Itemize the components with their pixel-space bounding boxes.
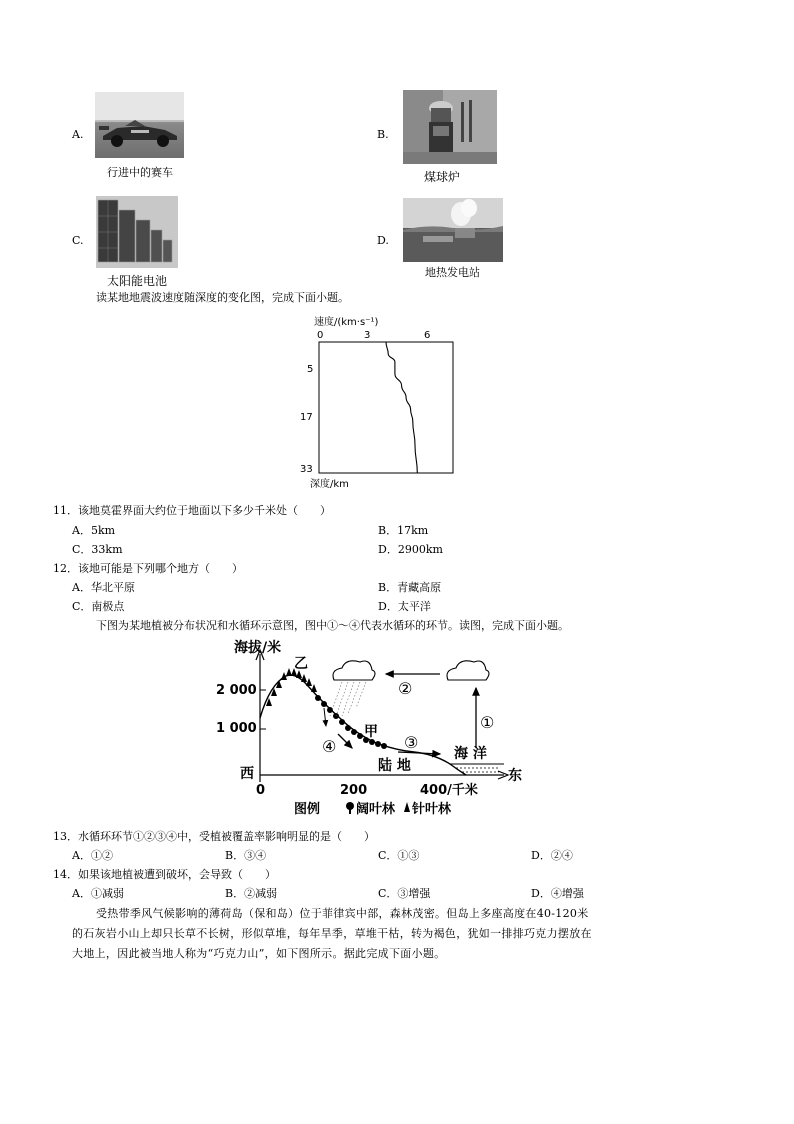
broadleaf-tree-icon bbox=[346, 802, 354, 810]
passage-line-1: 受热带季风气候影响的薄荷岛（保和岛）位于菲律宾中部，森林茂密。但岛上多座高度在40-120米 bbox=[96, 907, 589, 920]
caption-race-car: 行进中的赛车 bbox=[107, 166, 173, 179]
depth-axis-label: 深度/km bbox=[310, 479, 349, 490]
q11-option-d[interactable]: D．2900km bbox=[378, 543, 443, 556]
x-tick-label: 6 bbox=[424, 330, 431, 341]
conifer-tree-icon bbox=[404, 802, 410, 812]
race-car-photo bbox=[95, 92, 184, 158]
passage-line-2: 的石灰岩小山上却只长草不长树，形似草堆，每年旱季，草堆干枯，转为褐色，犹如一排排巧克力摆放在 bbox=[72, 927, 592, 940]
q12-option-a[interactable]: A．华北平原 bbox=[72, 581, 135, 594]
q12-option-d[interactable]: D．太平洋 bbox=[378, 600, 431, 613]
intro-seismic: 读某地地震波速度随深度的变化图，完成下面小题。 bbox=[96, 291, 349, 304]
question-11-stem: 11．该地莫霍界面大约位于地面以下多少千米处（ ） bbox=[53, 504, 331, 517]
y-tick-label: 17 bbox=[300, 412, 313, 423]
velocity-axis-label: 速度/(km·s⁻¹) bbox=[314, 317, 379, 328]
question-13-stem: 13．水循环环节①②③④中，受植被覆盖率影响明显的是（ ） bbox=[53, 830, 375, 843]
legend-broadleaf: 阔叶林 bbox=[356, 802, 396, 817]
q13-option-d[interactable]: D．②④ bbox=[531, 849, 573, 862]
terrain-profile bbox=[260, 675, 466, 775]
question-14-stem: 14．如果该地植被遭到破坏，会导致（ ） bbox=[53, 868, 276, 881]
q11-option-a[interactable]: A．5km bbox=[72, 524, 116, 537]
x-tick-0: 0 bbox=[256, 783, 266, 798]
q14-option-a[interactable]: A．①减弱 bbox=[72, 887, 124, 900]
label-2: ② bbox=[398, 679, 413, 698]
q13-option-a[interactable]: A．①② bbox=[72, 849, 113, 862]
q12-option-b[interactable]: B．青藏高原 bbox=[378, 581, 442, 594]
geothermal-plant-photo bbox=[403, 198, 503, 262]
coal-stove-photo bbox=[403, 90, 497, 164]
y-tick-2000: 2 000 bbox=[216, 683, 257, 698]
arrow-4-infiltration bbox=[338, 734, 352, 748]
q14-option-d[interactable]: D．④增强 bbox=[531, 887, 584, 900]
precipitation-lines bbox=[330, 682, 366, 716]
velocity-depth-curve bbox=[386, 342, 417, 473]
legend-conifer: 针叶林 bbox=[412, 802, 452, 817]
altitude-axis-label: 海拔/米 bbox=[234, 640, 282, 656]
caption-coal-stove: 煤球炉 bbox=[424, 170, 461, 184]
q11-option-b[interactable]: B．17km bbox=[378, 524, 429, 537]
cloud-icon bbox=[447, 661, 489, 680]
solar-cell-photo bbox=[96, 196, 178, 268]
legend-title: 图例 bbox=[294, 802, 321, 817]
option-letter-c: C. bbox=[72, 234, 84, 247]
cloud-icon bbox=[333, 661, 375, 680]
label-yi: 乙 bbox=[294, 656, 308, 672]
option-letter-b: B. bbox=[377, 128, 389, 141]
label-jia: 甲 bbox=[364, 724, 378, 740]
x-tick-label: 0 bbox=[317, 330, 324, 341]
label-3: ③ bbox=[404, 733, 419, 752]
intro-water-cycle: 下图为某地植被分布状况和水循环示意图，图中①～④代表水循环的环节。读图，完成下面小题。 bbox=[96, 619, 569, 632]
label-ocean: 海 洋 bbox=[454, 746, 487, 762]
q13-option-c[interactable]: C．①③ bbox=[378, 849, 420, 862]
option-letter-d: D. bbox=[377, 234, 389, 247]
sea-hatching bbox=[456, 768, 499, 772]
plot-frame bbox=[319, 342, 453, 473]
q14-option-b[interactable]: B．②减弱 bbox=[225, 887, 278, 900]
caption-solar-cell: 太阳能电池 bbox=[107, 274, 168, 288]
q12-option-c[interactable]: C．南极点 bbox=[72, 600, 125, 613]
y-tick-label: 5 bbox=[307, 364, 314, 375]
passage-line-3: 大地上，因此被当地人称为“巧克力山”，如下图所示。据此完成下面小题。 bbox=[72, 947, 446, 960]
y-tick-label: 33 bbox=[300, 464, 313, 475]
q13-option-b[interactable]: B．③④ bbox=[225, 849, 267, 862]
water-cycle-diagram bbox=[214, 636, 524, 818]
west-label: 西 bbox=[240, 766, 254, 782]
question-12-stem: 12．该地可能是下列哪个地方（ ） bbox=[53, 562, 243, 575]
label-1: ① bbox=[480, 713, 495, 732]
label-4: ④ bbox=[322, 737, 337, 756]
y-tick-1000: 1 000 bbox=[216, 721, 257, 736]
label-land: 陆 地 bbox=[378, 758, 411, 774]
x-tick-200: 200 bbox=[340, 783, 368, 798]
east-label: 东 bbox=[508, 768, 522, 784]
q11-option-c[interactable]: C．33km bbox=[72, 543, 123, 556]
x-tick-400: 400/千米 bbox=[420, 783, 478, 798]
option-letter-a: A. bbox=[72, 128, 84, 141]
q14-option-c[interactable]: C．③增强 bbox=[378, 887, 431, 900]
caption-geothermal: 地热发电站 bbox=[425, 266, 480, 279]
x-tick-label: 3 bbox=[364, 330, 371, 341]
seismic-velocity-chart bbox=[296, 312, 466, 494]
